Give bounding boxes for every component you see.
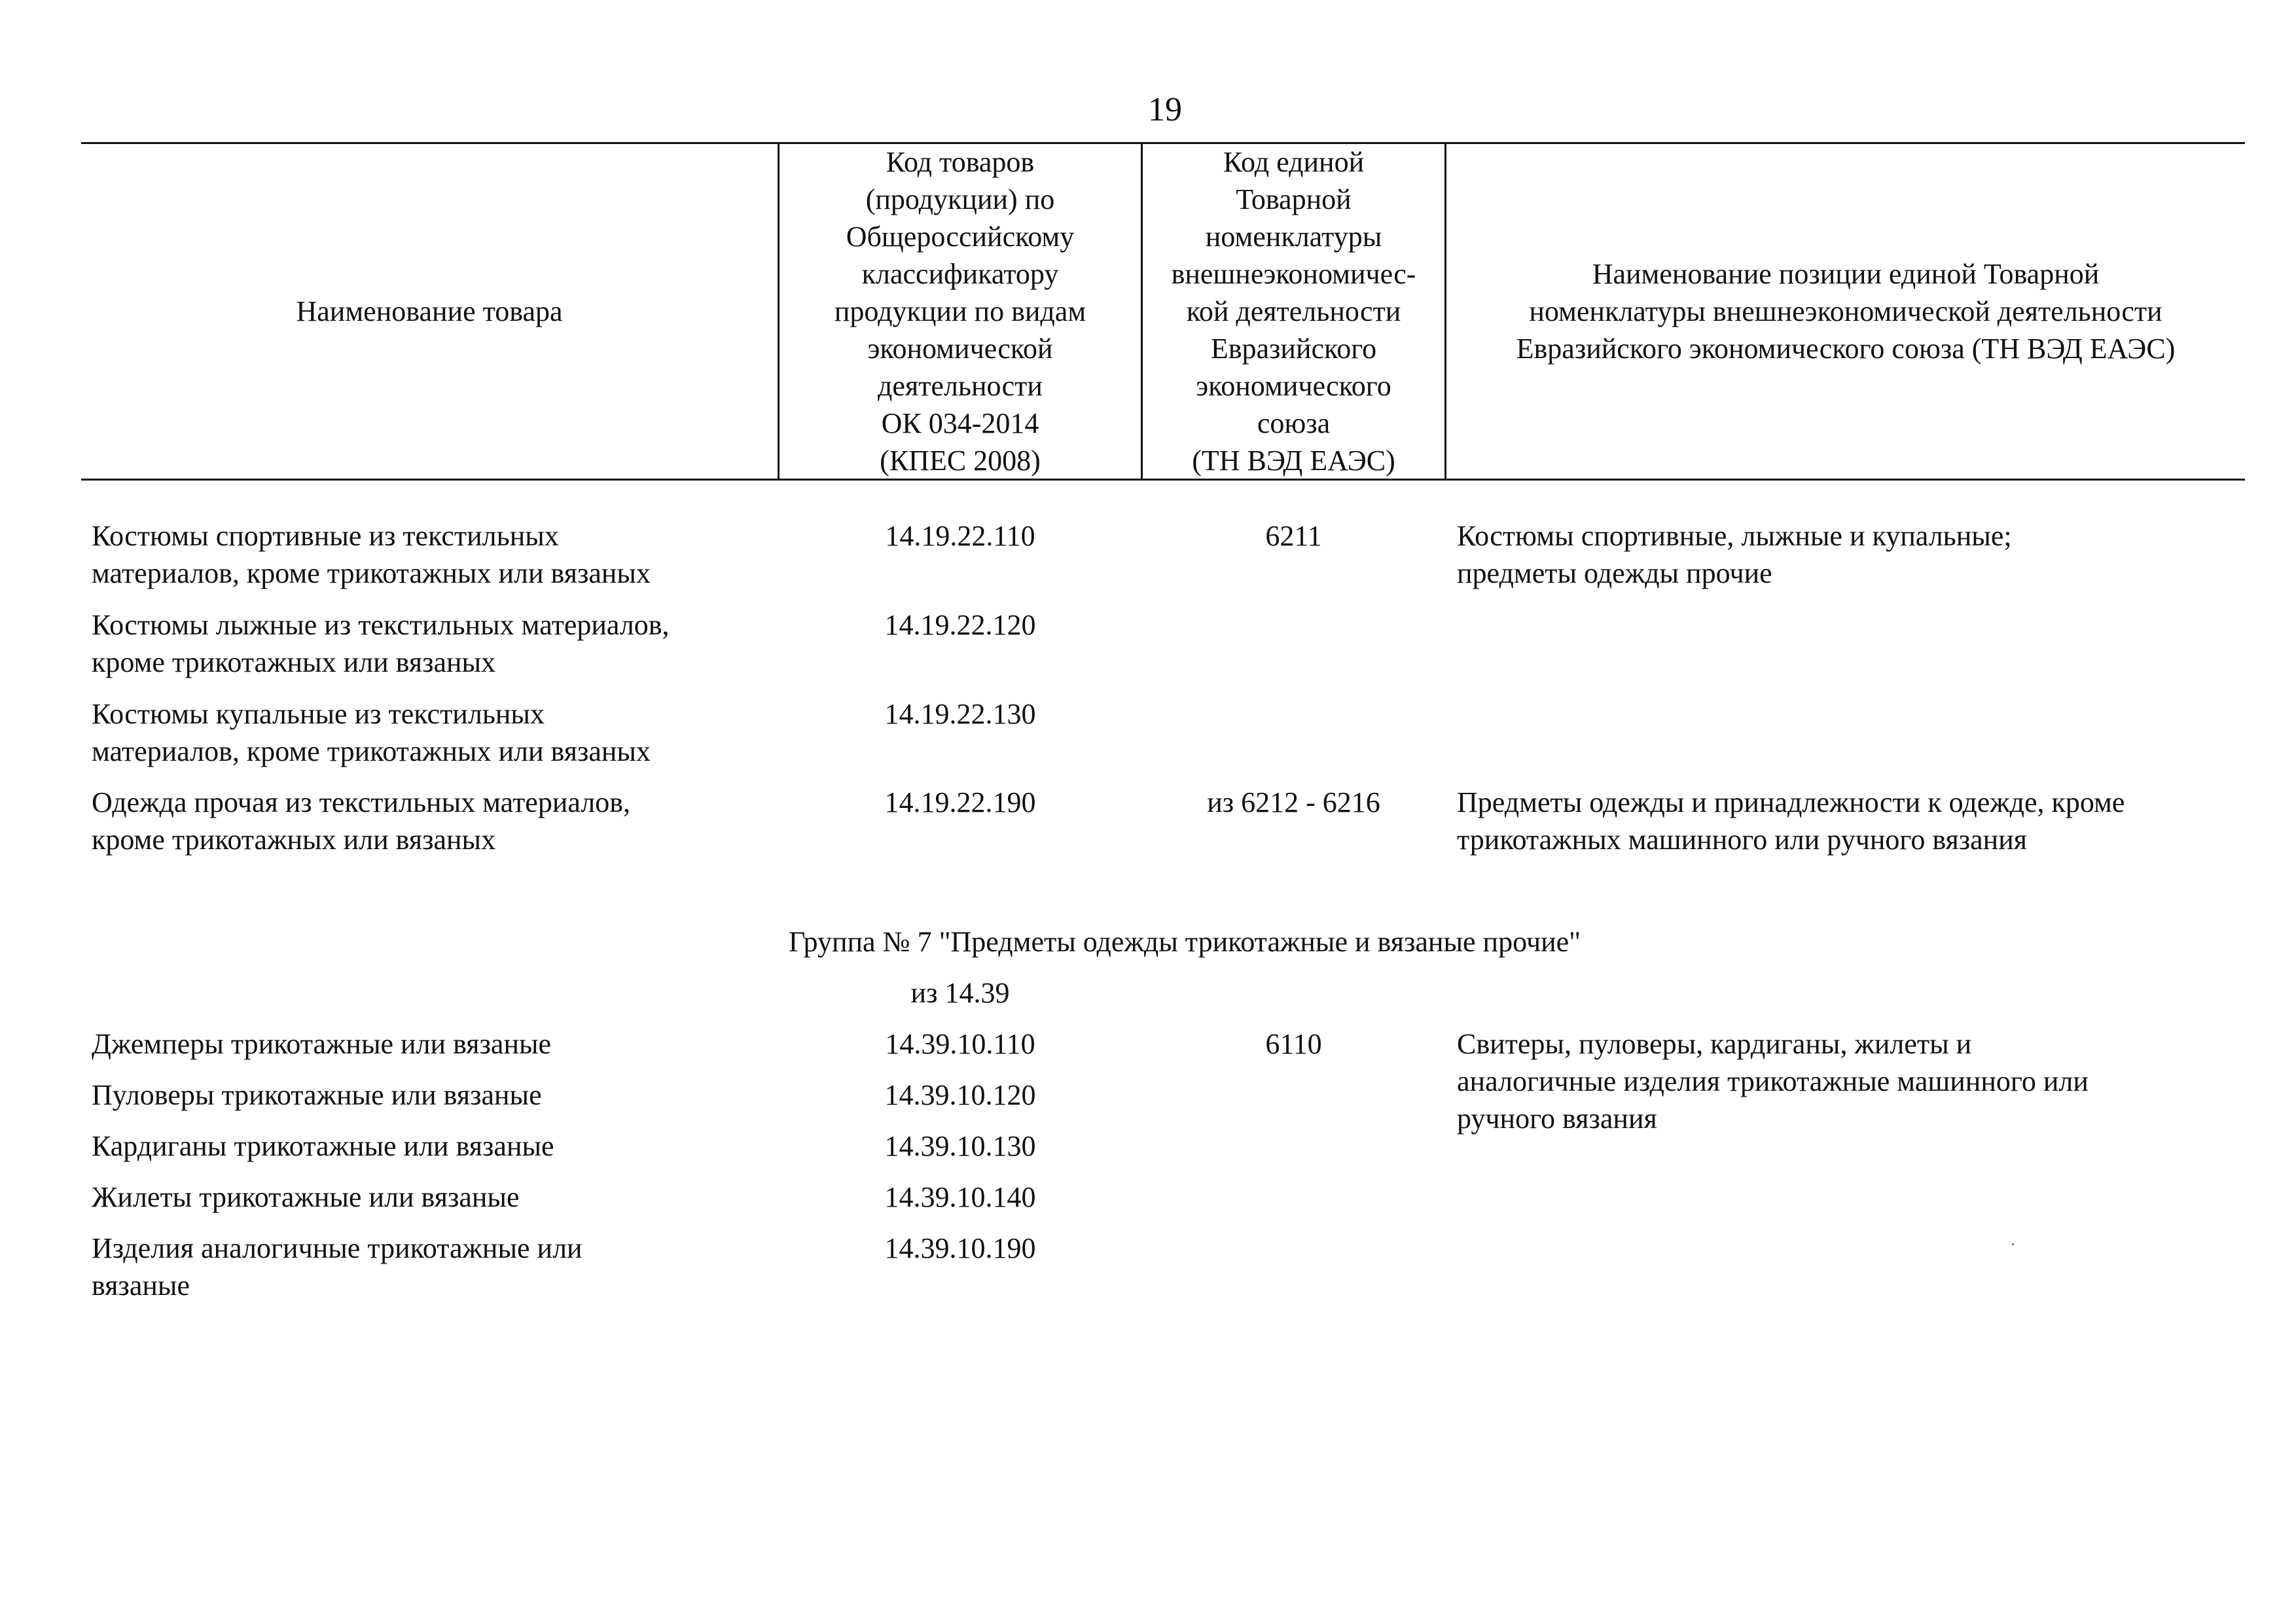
header-col-okpd-code: Код товаров (продукции) по Общероссийскому классификатору продукции по видам экономической деятельности ОК 034-2014 (КПЕС 2008) <box>834 146 1086 477</box>
row-1-tnved-name: Костюмы спортивные, лыжные и купальные; предметы одежды прочие <box>1457 520 2012 589</box>
row-1-name: Костюмы спортивные из текстильных материалов, кроме трикотажных или вязаных <box>92 520 651 589</box>
row-4-okpd: 14.19.22.190 <box>884 786 1036 818</box>
header-bottom-rule <box>81 479 2245 481</box>
g7-row-3-okpd: 14.39.10.130 <box>884 1130 1036 1162</box>
g7-row-1-name: Джемперы трикотажные или вязаные <box>92 1028 552 1060</box>
g7-row-3-name: Кардиганы трикотажные или вязаные <box>92 1130 554 1162</box>
row-1-okpd: 14.19.22.110 <box>885 520 1035 552</box>
row-2-okpd: 14.19.22.120 <box>884 609 1036 641</box>
g7-tnved-name: Свитеры, пуловеры, кардиганы, жилеты и аналогичные изделия трикотажные машинного или ручного вязания <box>1457 1028 2089 1135</box>
row-4-name: Одежда прочая из текстильных материалов, кроме трикотажных или вязаных <box>92 786 631 856</box>
g7-row-4-name: Жилеты трикотажные или вязаные <box>92 1181 520 1213</box>
group-7-code: из 14.39 <box>910 977 1010 1009</box>
row-4-tnved-name: Предметы одежды и принадлежности к одежде, кроме трикотажных машинного или ручного вязания <box>1457 786 2125 856</box>
row-3-name: Костюмы купальные из текстильных материалов, кроме трикотажных или вязаных <box>92 698 651 767</box>
g7-row-1-okpd: 14.39.10.110 <box>885 1028 1035 1060</box>
page-number: 19 <box>1148 91 1182 128</box>
row-2-name: Костюмы лыжные из текстильных материалов, кроме трикотажных или вязаных <box>92 609 670 678</box>
header-col-tnved-name: Наименование позиции единой Товарной номенклатуры внешнеэкономической деятельности Евразийского экономического союза (ТН ВЭД ЕАЭС) <box>1516 258 2176 365</box>
g7-tnved: 6110 <box>1265 1028 1322 1060</box>
row-3-okpd: 14.19.22.130 <box>884 698 1036 730</box>
g7-row-4-okpd: 14.39.10.140 <box>884 1181 1036 1213</box>
g7-row-2-okpd: 14.39.10.120 <box>884 1079 1036 1111</box>
header-col-product-name: Наименование товара <box>296 295 563 327</box>
g7-row-2-name: Пуловеры трикотажные или вязаные <box>92 1079 542 1111</box>
row-4-tnved: из 6212 - 6216 <box>1207 786 1380 818</box>
g7-row-5-name: Изделия аналогичные трикотажные или вязаные <box>92 1232 583 1302</box>
row-1-tnved: 6211 <box>1265 520 1322 552</box>
group-7-title: Группа № 7 "Предметы одежды трикотажные и вязаные прочие" <box>788 926 1581 958</box>
g7-row-5-okpd: 14.39.10.190 <box>884 1232 1036 1264</box>
scan-speck <box>2012 1243 2014 1245</box>
header-col-tnved-code: Код единой Товарной номенклатуры внешнеэкономичес- кой деятельности Евразийского экономического союза (ТН ВЭД ЕАЭС) <box>1171 146 1416 477</box>
